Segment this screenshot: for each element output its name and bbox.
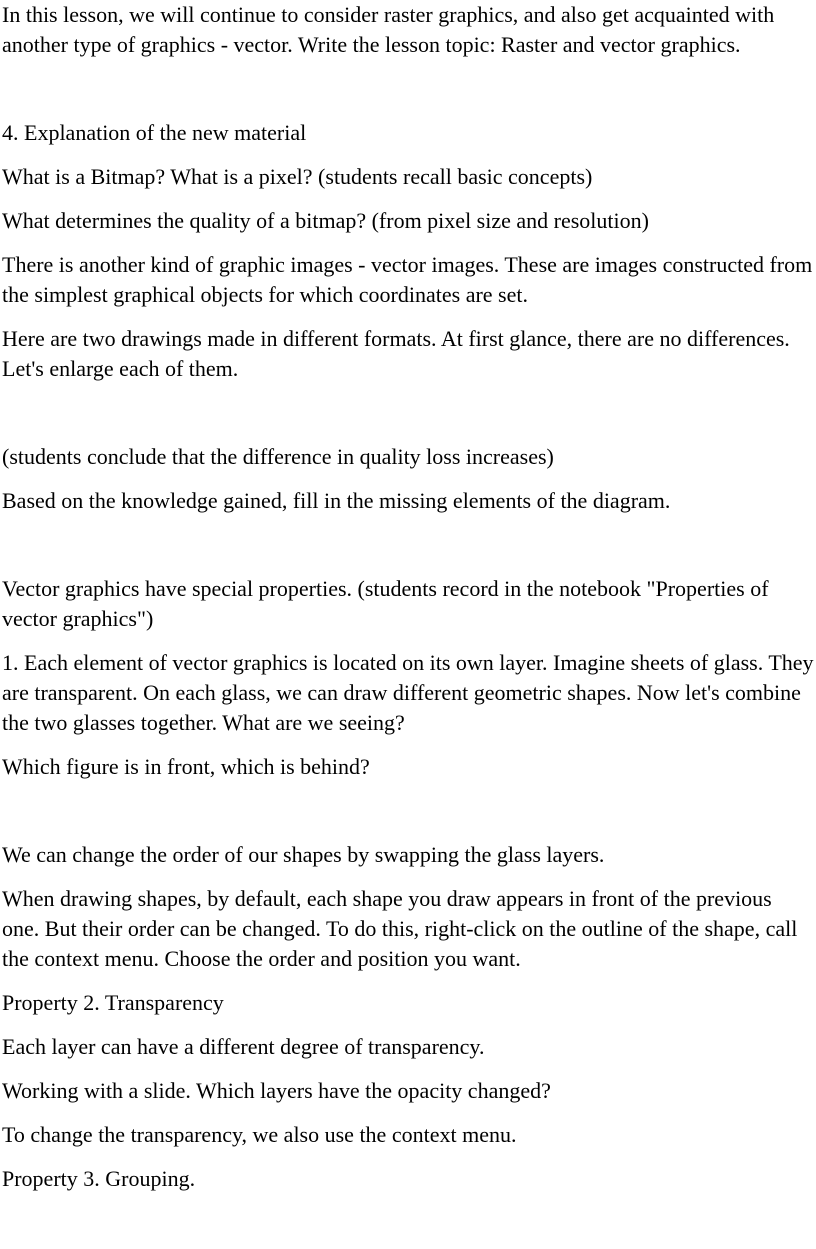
- paragraph-context-menu: To change the transparency, we also use the context menu.: [2, 1122, 517, 1147]
- paragraph-fill-diagram: Based on the knowledge gained, fill in the missing elements of the diagram.: [2, 488, 671, 513]
- paragraph-default-order: When drawing shapes, by default, each shape you draw appears in front of the previous one. But their order can be changed. To do this, right-click on the outline of the shape, call the context menu. Choose the order and position you want.: [2, 886, 798, 971]
- paragraph-vector-intro: There is another kind of graphic images - vector images. These are images constructed from the simplest graphical objects for which coordinates are set.: [2, 252, 813, 307]
- paragraph-vector-properties: Vector graphics have special properties. (students record in the notebook "Properties of vector graphics"): [2, 576, 769, 631]
- heading-property-grouping: Property 3. Grouping.: [2, 1166, 196, 1191]
- paragraph-students-conclude: (students conclude that the difference in quality loss increases): [2, 444, 554, 469]
- heading-property-transparency: Property 2. Transparency: [2, 990, 224, 1015]
- paragraph-property-layers: 1. Each element of vector graphics is located on its own layer. Imagine sheets of glass. They are transparent. On each glass, we can draw different geometric shapes. Now let's combine the two glasses together. What are we seeing?: [2, 650, 814, 735]
- blank-space: [2, 60, 814, 104]
- paragraph-front-behind: Which figure is in front, which is behind?: [2, 754, 370, 779]
- document-page: [2, 0, 814, 1194]
- blank-space: [2, 384, 814, 428]
- paragraph-quality-question: What determines the quality of a bitmap? (from pixel size and resolution): [2, 208, 649, 233]
- blank-space: [2, 516, 814, 560]
- paragraph-two-drawings: Here are two drawings made in different formats. At first glance, there are no differences. Let's enlarge each of them.: [2, 326, 790, 381]
- paragraph-bitmap-question: What is a Bitmap? What is a pixel? (students recall basic concepts): [2, 164, 593, 189]
- paragraph-transparency-degree: Each layer can have a different degree of transparency.: [2, 1034, 485, 1059]
- blank-space: [2, 782, 814, 826]
- paragraph-slide-opacity: Working with a slide. Which layers have the opacity changed?: [2, 1078, 551, 1103]
- paragraph-intro: In this lesson, we will continue to consider raster graphics, and also get acquainted with another type of graphics - vector. Write the lesson topic: Raster and vector graphics.: [2, 2, 775, 57]
- paragraph-swap-layers: We can change the order of our shapes by swapping the glass layers.: [2, 842, 605, 867]
- section-heading-explanation: 4. Explanation of the new material: [2, 120, 307, 145]
